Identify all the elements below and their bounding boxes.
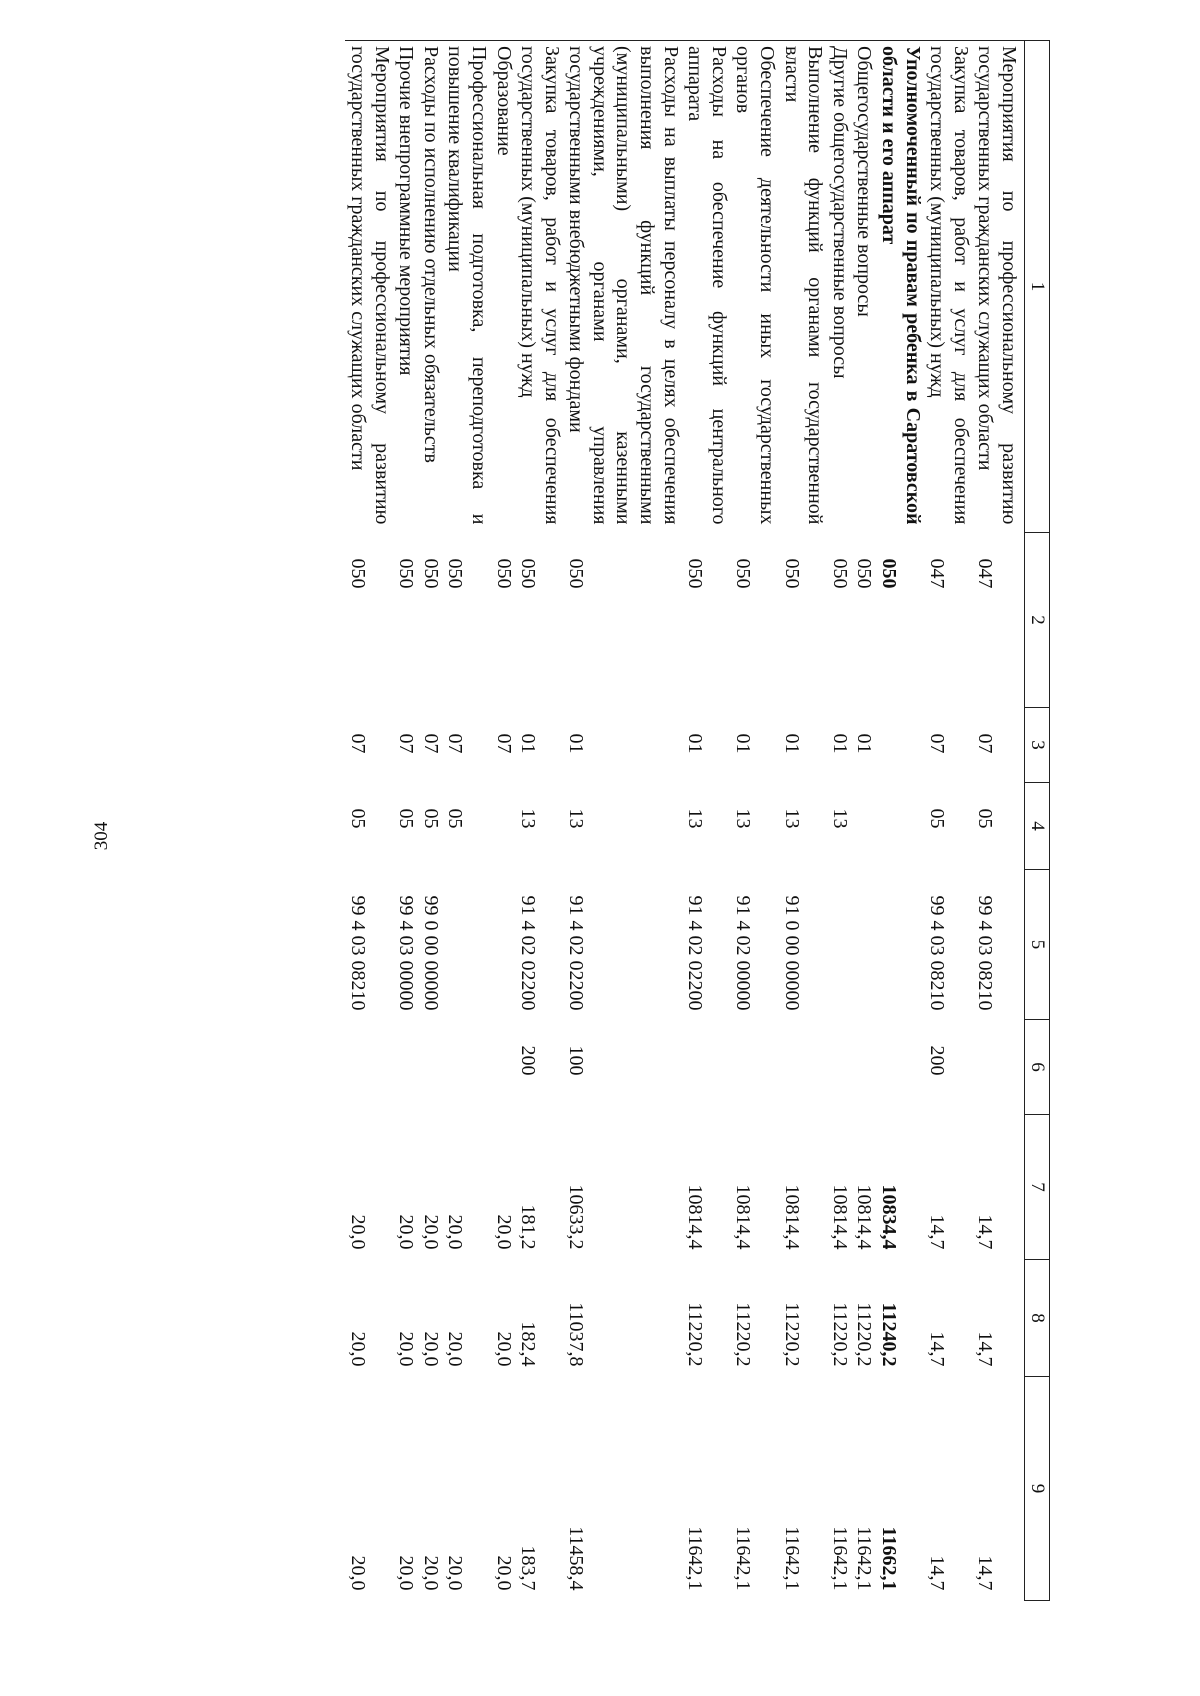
expense-type-cell bbox=[418, 1020, 443, 1115]
subsection-cell bbox=[852, 783, 877, 870]
table-row bbox=[731, 41, 779, 1601]
section-cell: 01 bbox=[780, 733, 803, 754]
col-header-1: 1 bbox=[1025, 41, 1050, 533]
amount-year3-cell: 11642,1 bbox=[780, 1526, 803, 1591]
code-cell: 047 bbox=[926, 558, 949, 589]
section-cell: 01 bbox=[828, 733, 851, 754]
expense-type-cell bbox=[876, 1020, 924, 1115]
row-name-cell: Общегосударственные вопросы bbox=[852, 41, 877, 533]
section-cell: 07 bbox=[444, 733, 467, 754]
target-article-cell: 99 4 03 08210 bbox=[346, 895, 369, 1011]
table-body bbox=[345, 41, 1024, 1601]
expense-type-cell bbox=[345, 1020, 393, 1115]
table-row bbox=[827, 41, 852, 1601]
amount-year3-cell: 11642,1 bbox=[732, 1526, 755, 1591]
row-name-cell: Выполнение функций органами государственной власти bbox=[779, 41, 827, 533]
subsection-cell bbox=[876, 783, 924, 870]
subsection-cell: 05 bbox=[974, 808, 997, 829]
table-row bbox=[345, 41, 393, 1601]
amount-year2-cell: 20,0 bbox=[346, 1331, 369, 1367]
section-cell: 07 bbox=[395, 733, 418, 754]
page-number: 304 bbox=[91, 821, 112, 851]
amount-year2-cell: 11220,2 bbox=[684, 1302, 707, 1367]
row-name-cell: Расходы на выплаты персоналу в целях обеспечения выполнения функций государственными (муниципальными) органами, казенными учреждениями, органами управления государственными внебюджетными фондами bbox=[564, 41, 683, 533]
code-cell: 050 bbox=[853, 558, 876, 589]
table-row bbox=[443, 41, 491, 1601]
amount-year2-cell: 11220,2 bbox=[828, 1302, 851, 1367]
header-row bbox=[1025, 41, 1050, 1601]
budget-table bbox=[345, 40, 1050, 1601]
subsection-cell: 05 bbox=[419, 808, 442, 829]
target-article-cell bbox=[491, 870, 516, 1020]
table-row bbox=[973, 41, 1025, 1601]
amount-year2-cell: 14,7 bbox=[926, 1331, 949, 1367]
col-header-5: 5 bbox=[1025, 870, 1050, 1020]
table-row bbox=[516, 41, 564, 1601]
row-name-cell: Мероприятия по профессиональному развитию государственных гражданских служащих области bbox=[973, 41, 1025, 533]
amount-year1-cell: 14,7 bbox=[926, 1214, 949, 1250]
table-row bbox=[683, 41, 731, 1601]
section-cell: 07 bbox=[492, 733, 515, 754]
amount-year2-cell: 11240,2 bbox=[878, 1302, 901, 1367]
subsection-cell: 05 bbox=[926, 808, 949, 829]
amount-year1-cell: 20,0 bbox=[444, 1214, 467, 1250]
amount-year3-cell: 20,0 bbox=[492, 1555, 515, 1591]
target-article-cell: 99 4 03 00000 bbox=[395, 895, 418, 1011]
row-name-cell: Прочие внепрограммные мероприятия bbox=[394, 41, 419, 533]
section-cell: 01 bbox=[732, 733, 755, 754]
amount-year3-cell: 20,0 bbox=[395, 1555, 418, 1591]
expense-type-cell bbox=[491, 1020, 516, 1115]
subsection-cell: 05 bbox=[395, 808, 418, 829]
col-header-9: 9 bbox=[1025, 1377, 1050, 1601]
subsection-cell: 05 bbox=[444, 808, 467, 829]
expense-type-cell: 100 bbox=[565, 1045, 588, 1076]
rotated-page-content bbox=[0, 40, 1050, 1600]
amount-year2-cell: 11220,2 bbox=[732, 1302, 755, 1367]
section-cell: 01 bbox=[853, 733, 876, 754]
code-cell: 050 bbox=[492, 558, 515, 589]
code-cell: 050 bbox=[878, 558, 901, 589]
section-cell: 07 bbox=[926, 733, 949, 754]
amount-year2-cell: 20,0 bbox=[492, 1331, 515, 1367]
amount-year3-cell: 11662,1 bbox=[878, 1526, 901, 1591]
amount-year1-cell: 10814,4 bbox=[732, 1184, 755, 1250]
col-header-2: 2 bbox=[1025, 533, 1050, 708]
table-row bbox=[779, 41, 827, 1601]
amount-year2-cell: 20,0 bbox=[444, 1331, 467, 1367]
subsection-cell: 13 bbox=[565, 808, 588, 829]
col-header-3: 3 bbox=[1025, 708, 1050, 783]
row-name-cell: Обеспечение деятельности иных государственных органов bbox=[731, 41, 779, 533]
code-cell: 050 bbox=[828, 558, 851, 589]
amount-year3-cell: 14,7 bbox=[974, 1555, 997, 1591]
amount-year2-cell: 11220,2 bbox=[853, 1302, 876, 1367]
code-cell: 050 bbox=[684, 558, 707, 589]
expense-type-cell: 200 bbox=[517, 1045, 540, 1076]
amount-year2-cell: 11220,2 bbox=[780, 1302, 803, 1367]
amount-year2-cell: 20,0 bbox=[395, 1331, 418, 1367]
expense-type-cell bbox=[973, 1020, 1025, 1115]
section-cell: 07 bbox=[974, 733, 997, 754]
section-cell: 07 bbox=[419, 733, 442, 754]
code-cell: 047 bbox=[974, 558, 997, 589]
target-article-cell bbox=[852, 870, 877, 1020]
table-row bbox=[491, 41, 516, 1601]
target-article-cell bbox=[876, 870, 924, 1020]
table-row bbox=[394, 41, 419, 1601]
section-cell: 01 bbox=[684, 733, 707, 754]
code-cell: 050 bbox=[444, 558, 467, 589]
table-row bbox=[925, 41, 973, 1601]
subsection-cell: 13 bbox=[828, 808, 851, 829]
table-row bbox=[418, 41, 443, 1601]
amount-year1-cell: 10814,4 bbox=[684, 1184, 707, 1250]
amount-year1-cell: 20,0 bbox=[492, 1214, 515, 1250]
target-article-cell: 91 4 02 02200 bbox=[684, 895, 707, 1011]
amount-year1-cell: 20,0 bbox=[346, 1214, 369, 1250]
amount-year2-cell: 14,7 bbox=[974, 1331, 997, 1367]
expense-type-cell bbox=[779, 1020, 827, 1115]
amount-year2-cell: 11037,8 bbox=[565, 1302, 588, 1367]
expense-type-cell bbox=[683, 1020, 731, 1115]
amount-year1-cell: 10814,4 bbox=[828, 1184, 851, 1250]
target-article-cell bbox=[443, 870, 491, 1020]
subsection-cell: 13 bbox=[732, 808, 755, 829]
row-name-cell: Образование bbox=[491, 41, 516, 533]
amount-year1-cell: 20,0 bbox=[419, 1214, 442, 1250]
code-cell: 050 bbox=[419, 558, 442, 589]
amount-year1-cell: 10814,4 bbox=[780, 1184, 803, 1250]
table-row bbox=[876, 41, 924, 1601]
col-header-6: 6 bbox=[1025, 1020, 1050, 1115]
amount-year3-cell: 11642,1 bbox=[684, 1526, 707, 1591]
code-cell: 050 bbox=[517, 558, 540, 589]
code-cell: 050 bbox=[346, 558, 369, 589]
amount-year3-cell: 20,0 bbox=[419, 1555, 442, 1591]
target-article-cell: 99 0 00 00000 bbox=[419, 895, 442, 1011]
section-cell bbox=[876, 708, 924, 783]
expense-type-cell bbox=[827, 1020, 852, 1115]
code-cell: 050 bbox=[565, 558, 588, 589]
section-cell: 01 bbox=[517, 733, 540, 754]
code-cell: 050 bbox=[780, 558, 803, 589]
amount-year3-cell: 11458,4 bbox=[565, 1526, 588, 1591]
amount-year1-cell: 14,7 bbox=[974, 1214, 997, 1250]
col-header-4: 4 bbox=[1025, 783, 1050, 870]
amount-year1-cell: 10633,2 bbox=[565, 1184, 588, 1250]
target-article-cell: 99 4 03 08210 bbox=[974, 895, 997, 1011]
table-row bbox=[852, 41, 877, 1601]
section-cell: 01 bbox=[565, 733, 588, 754]
row-name-cell: Другие общегосударственные вопросы bbox=[827, 41, 852, 533]
subsection-cell: 05 bbox=[346, 808, 369, 829]
subsection-cell: 13 bbox=[780, 808, 803, 829]
amount-year3-cell: 14,7 bbox=[926, 1555, 949, 1591]
target-article-cell: 91 4 02 02200 bbox=[517, 895, 540, 1011]
amount-year1-cell: 20,0 bbox=[395, 1214, 418, 1250]
target-article-cell: 99 4 03 08210 bbox=[926, 895, 949, 1011]
target-article-cell bbox=[827, 870, 852, 1020]
amount-year3-cell: 11642,1 bbox=[853, 1526, 876, 1591]
subsection-cell: 13 bbox=[684, 808, 707, 829]
code-cell: 050 bbox=[395, 558, 418, 589]
amount-year1-cell: 10834,4 bbox=[878, 1184, 901, 1250]
amount-year2-cell: 182,4 bbox=[517, 1321, 540, 1367]
table-row bbox=[564, 41, 683, 1601]
amount-year1-cell: 10814,4 bbox=[853, 1184, 876, 1250]
expense-type-cell bbox=[852, 1020, 877, 1115]
row-name-cell: Уполномоченный по правам ребенка в Саратовской области и его аппарат bbox=[876, 41, 924, 533]
code-cell: 050 bbox=[732, 558, 755, 589]
subsection-cell: 13 bbox=[517, 808, 540, 829]
amount-year1-cell: 181,2 bbox=[517, 1204, 540, 1250]
amount-year3-cell: 183,7 bbox=[517, 1545, 540, 1591]
row-name-cell: Мероприятия по профессиональному развитию государственных гражданских служащих области bbox=[345, 41, 393, 533]
expense-type-cell bbox=[731, 1020, 779, 1115]
section-cell: 07 bbox=[346, 733, 369, 754]
expense-type-cell: 200 bbox=[926, 1045, 949, 1076]
col-header-8: 8 bbox=[1025, 1260, 1050, 1377]
amount-year3-cell: 11642,1 bbox=[828, 1526, 851, 1591]
amount-year2-cell: 20,0 bbox=[419, 1331, 442, 1367]
amount-year3-cell: 20,0 bbox=[444, 1555, 467, 1591]
row-name-cell: Закупка товаров, работ и услуг для обеспечения государственных (муниципальных) нужд bbox=[516, 41, 564, 533]
row-name-cell: Закупка товаров, работ и услуг для обеспечения государственных (муниципальных) нужд bbox=[925, 41, 973, 533]
expense-type-cell bbox=[443, 1020, 491, 1115]
col-header-7: 7 bbox=[1025, 1115, 1050, 1260]
row-name-cell: Профессиональная подготовка, переподготовка и повышение квалификации bbox=[443, 41, 491, 533]
target-article-cell: 91 4 02 00000 bbox=[732, 895, 755, 1011]
row-name-cell: Расходы по исполнению отдельных обязательств bbox=[418, 41, 443, 533]
subsection-cell bbox=[491, 783, 516, 870]
target-article-cell: 91 0 00 00000 bbox=[780, 895, 803, 1011]
amount-year3-cell: 20,0 bbox=[346, 1555, 369, 1591]
target-article-cell: 91 4 02 02200 bbox=[565, 895, 588, 1011]
row-name-cell: Расходы на обеспечение функций центрального аппарата bbox=[683, 41, 731, 533]
expense-type-cell bbox=[394, 1020, 419, 1115]
